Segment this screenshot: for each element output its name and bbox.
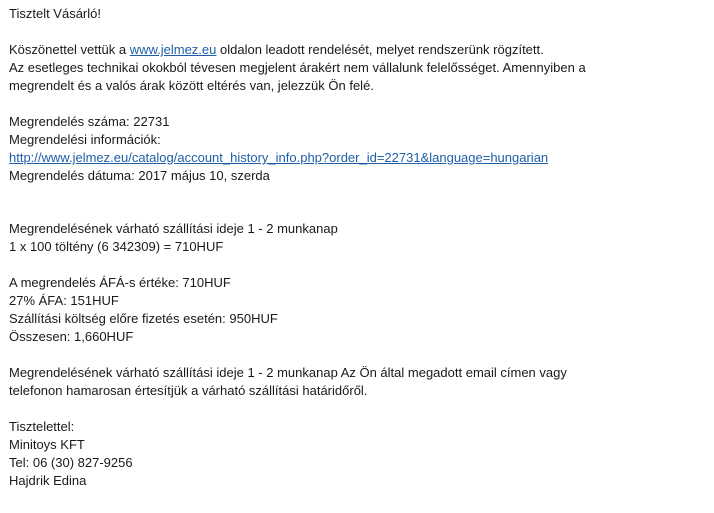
spacer [9, 23, 709, 41]
order-item: 1 x 100 töltény (6 342309) = 710HUF [9, 239, 224, 254]
vat-base: A megrendelés ÁFÁ-s értéke: 710HUF [9, 275, 231, 290]
spacer [9, 346, 709, 364]
shipping-time: Megrendelésének várható szállítási ideje 1 - 2 munkanap [9, 221, 338, 236]
signature-closing: Tisztelettel: [9, 419, 75, 434]
intro-prefix: Köszönettel vettük a [9, 42, 130, 57]
spacer [9, 185, 709, 220]
signature-company: Minitoys KFT [9, 437, 85, 452]
notice-line-1: Megrendelésének várható szállítási ideje 1 - 2 munkanap Az Ön által megadott email címen vagy [9, 365, 567, 380]
signature-name: Hajdrik Edina [9, 473, 87, 488]
spacer [9, 256, 709, 274]
intro-line-3: megrendelt és a valós árak között eltérés van, jelezzük Ön felé. [9, 78, 374, 93]
spacer [9, 95, 709, 113]
shipping-cost: Szállítási költség előre fizetés esetén: 950HUF [9, 311, 278, 326]
spacer [9, 400, 709, 418]
order-info-label: Megrendelési információk: [9, 132, 161, 147]
intro-line-2: Az esetleges technikai okokból tévesen megjelent árakért nem vállalunk felelősséget. Amennyiben a [9, 60, 586, 75]
intro-suffix: oldalon leadott rendelését, melyet rendszerünk rögzített. [216, 42, 544, 57]
site-link[interactable]: www.jelmez.eu [129, 42, 217, 57]
order-total: Összesen: 1,660HUF [9, 329, 134, 344]
order-number: Megrendelés száma: 22731 [9, 114, 170, 129]
email-body [9, 5, 709, 490]
order-date: Megrendelés dátuma: 2017 május 10, szerda [9, 168, 270, 183]
intro-line-1 [9, 41, 709, 59]
greeting: Tisztelt Vásárló! [9, 6, 101, 21]
order-info-link[interactable]: http://www.jelmez.eu/catalog/account_history_info.php?order_id=22731&language=hungarian [9, 150, 549, 165]
notice-line-2: telefonon hamarosan értesítjük a várható szállítási határidőről. [9, 383, 368, 398]
signature-phone: Tel: 06 (30) 827-9256 [9, 455, 133, 470]
vat-amount: 27% ÁFA: 151HUF [9, 293, 119, 308]
order-info-link-line [9, 149, 709, 167]
